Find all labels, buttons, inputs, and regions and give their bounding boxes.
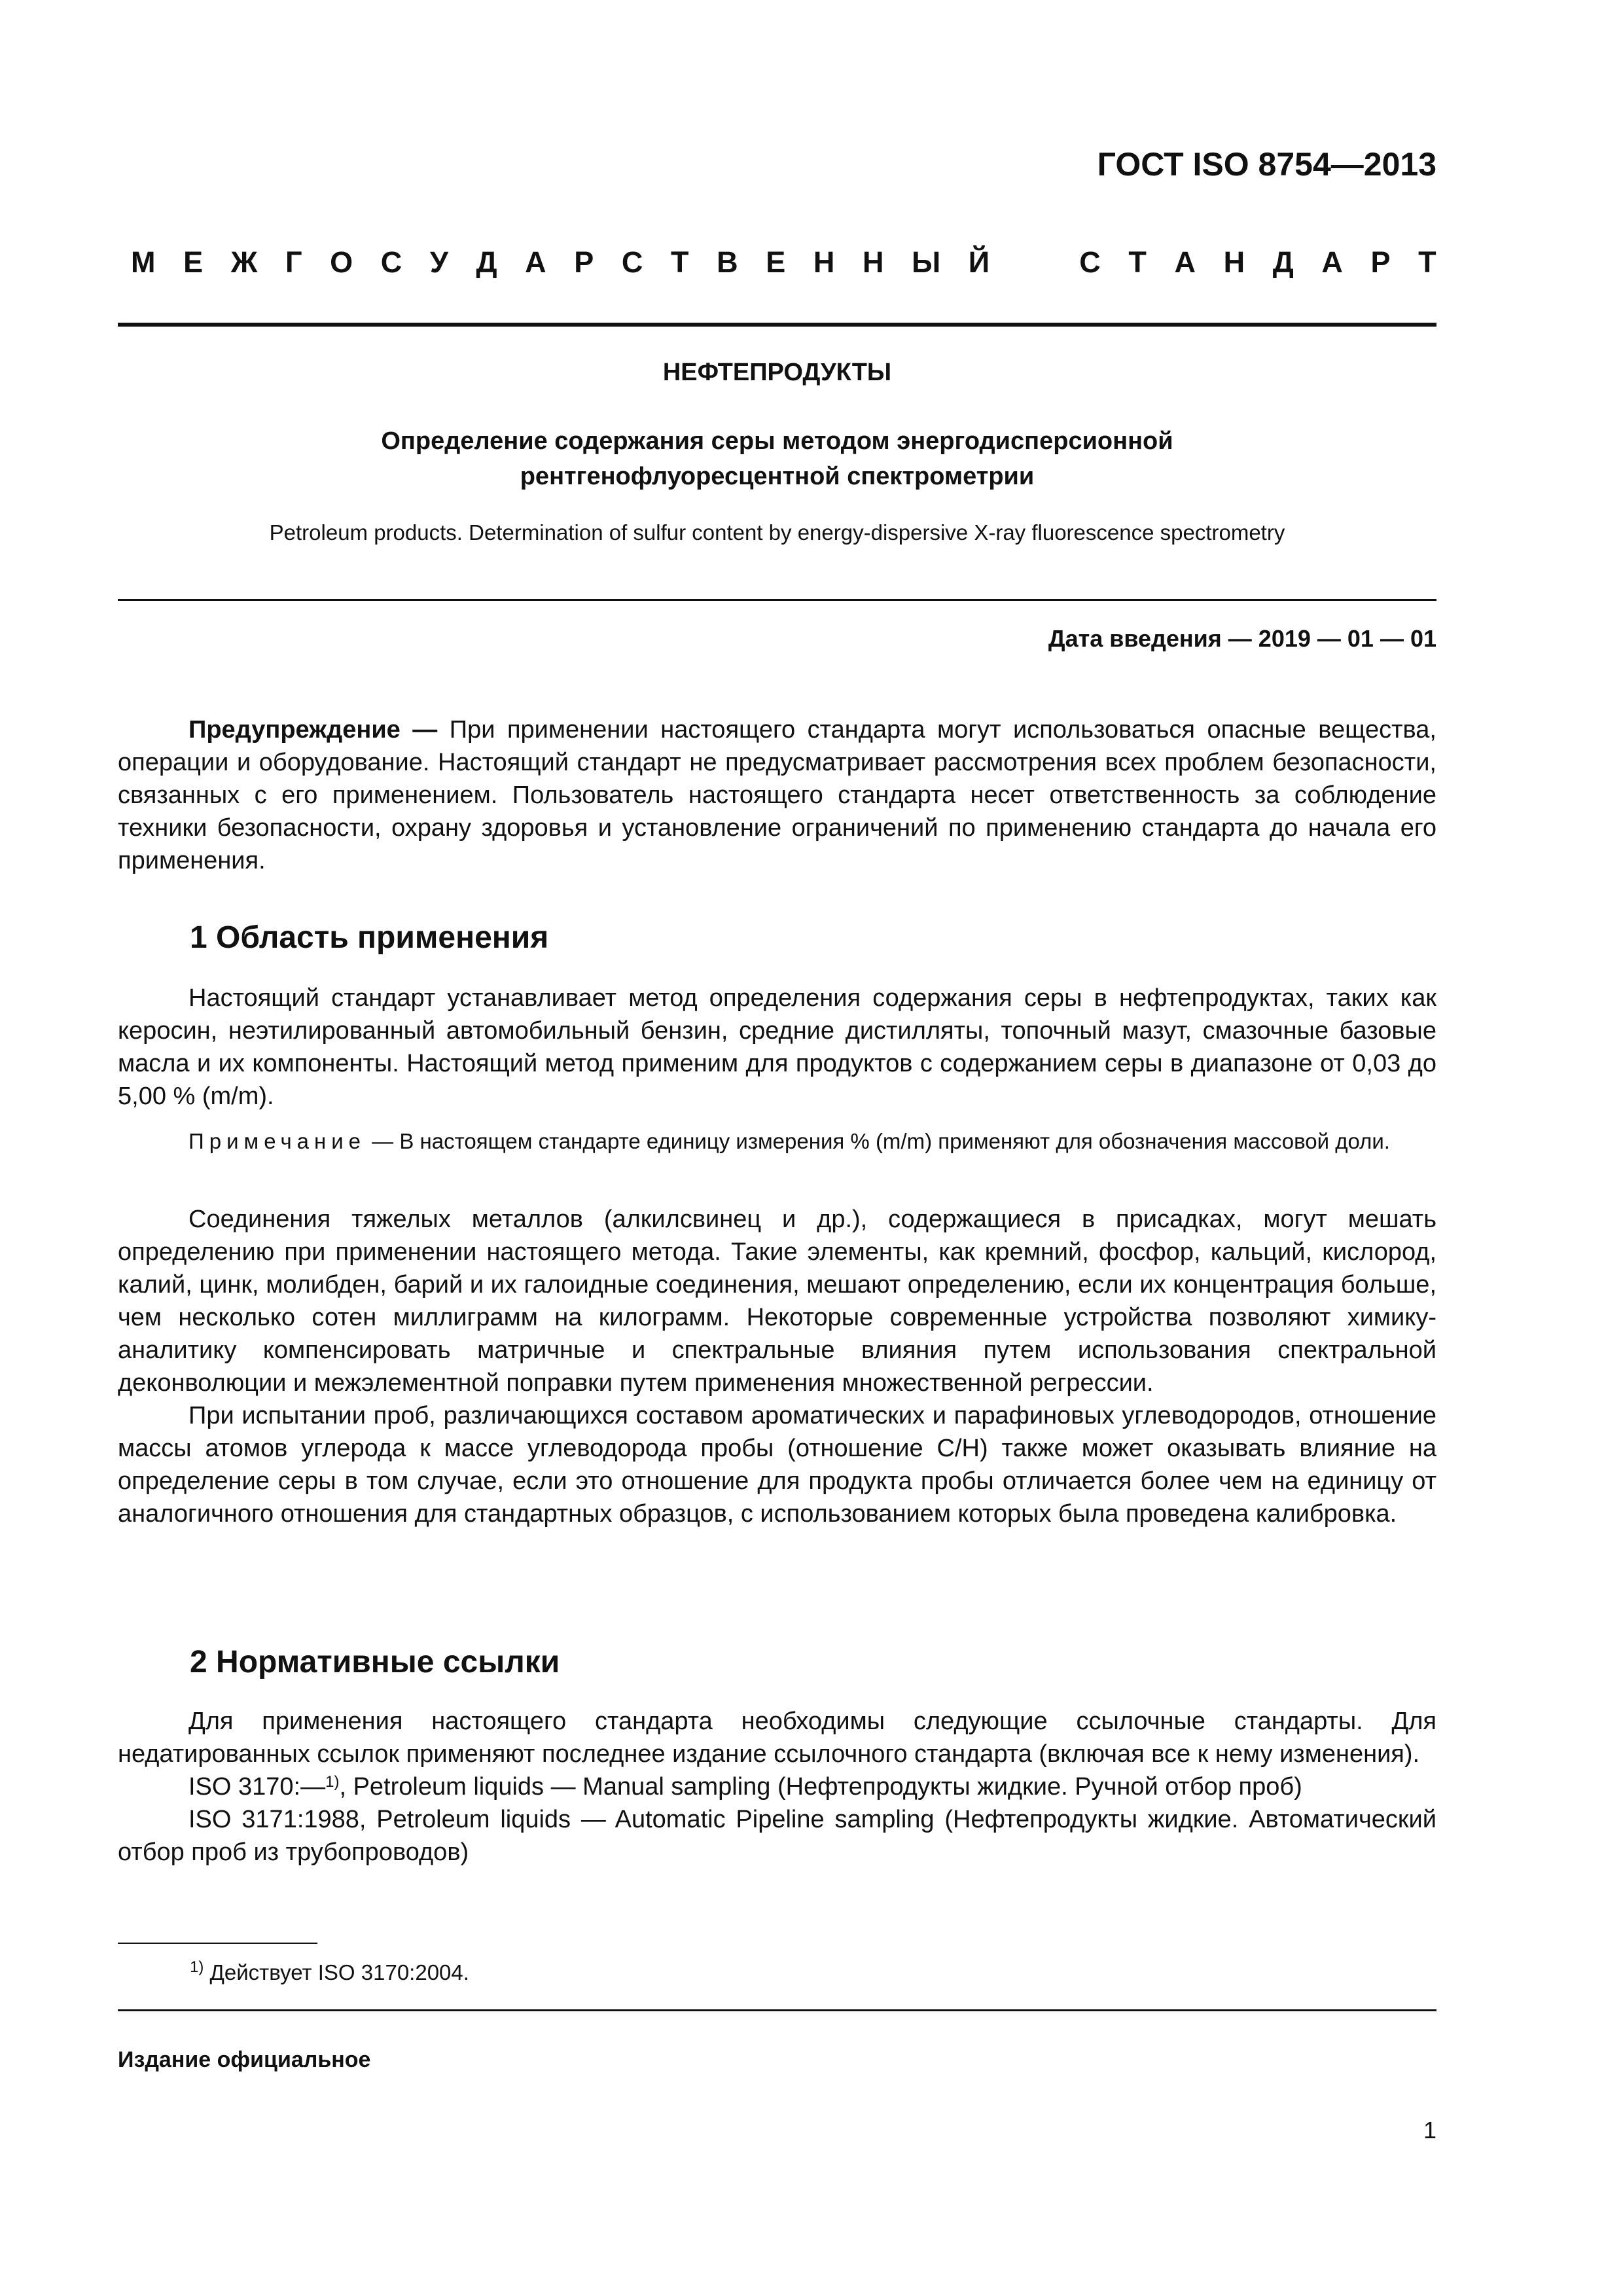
banner-letter: Т <box>1418 245 1436 279</box>
banner-letter: А <box>525 245 546 279</box>
document-code: ГОСТ ISO 8754—2013 <box>1097 146 1436 183</box>
footnote-ref: 1) <box>325 1773 340 1791</box>
banner-letter: Т <box>671 245 689 279</box>
banner-letter: Н <box>862 245 884 279</box>
banner-letter: С <box>380 245 402 279</box>
official-edition-label: Издание официальное <box>118 2047 371 2072</box>
banner-letter: Н <box>813 245 835 279</box>
section-1-note <box>118 1125 1436 1158</box>
banner-letter: А <box>1174 245 1196 279</box>
scope-text: Настоящий стандарт устанавливает метод определения содержания серы в нефтепродуктах, таких как керосин, неэтилированный автомобильный бензин, средние дистилляты, топочный мазут, смазочные базовые масла и их компоненты. Настоящий метод применим для продуктов с содержанием серы в диапазоне от 0,03 до 5,00 % (m/m). <box>118 984 1436 1110</box>
banner-letter: Г <box>285 245 302 279</box>
banner-letter: Д <box>476 245 497 279</box>
interstate-standard-banner <box>131 245 1436 279</box>
banner-letter: Е <box>766 245 786 279</box>
english-title: Petroleum products. Determination of sulfur content by energy-dispersive X-ray fluorescence spectrometry <box>269 520 1285 545</box>
note-label: Примечание <box>188 1129 366 1153</box>
footnote-marker: 1) <box>190 1958 204 1976</box>
document-subtitle <box>118 423 1436 494</box>
interference-paragraph: Соединения тяжелых металлов (алкилсвинец и др.), содержащиеся в присадках, могут мешать определению при применении настоящего метода. Такие элементы, как кремний, фосфор, кальций, кислород, калий, цинк, молибден, барий и их галоидные соединения, мешают определению, если их концентрация больше, чем несколько сотен миллиграмм на килограмм. Некоторые современные устройства позволяют химику-аналитику компенсировать матричные и спектральные влияния путем использования спектральной деконволюции и межэлементной поправки путем применения множественной регрессии. <box>118 1206 1436 1397</box>
warning-text: При применении настоящего стандарта могут использоваться опасные вещества, операции и оборудование. Настоящий стандарт не предусматривает рассмотрения всех проблем безопасности, связанных с его применением. Пользователь настоящего стандарта несет ответственность за соблюдение техники безопасности, охрану здоровья и установление ограничений по применению стандарта до начала его применения. <box>118 716 1436 874</box>
footnote-divider <box>118 1943 317 1944</box>
section-2-heading: 2 Нормативные ссылки <box>190 1645 560 1679</box>
title-divider <box>118 599 1436 601</box>
references-intro: Для применения настоящего стандарта необходимы следующие ссылочные стандарты. Для недатированных ссылок применяют последнее издание ссылочного стандарта (включая все к нему изменения). <box>118 1708 1436 1768</box>
reference-iso-3170: ISO 3170:—$^{1)}$, Petroleum liquids — Manual sampling (Нефтепродукты жидкие. Ручной отбор проб) <box>188 1773 1302 1801</box>
warning-paragraph <box>118 713 1436 877</box>
banner-letter: С <box>621 245 643 279</box>
banner-letter: Е <box>183 245 204 279</box>
document-title: НЕФТЕПРОДУКТЫ <box>662 359 892 386</box>
banner-letter: Р <box>1370 245 1391 279</box>
banner-letter: Т <box>1128 245 1147 279</box>
section-1-heading: 1 Область применения <box>190 920 549 955</box>
footnote <box>190 1960 469 1985</box>
banner-letter: Ы <box>912 245 941 279</box>
banner-letter: У <box>429 245 448 279</box>
banner-word-gap <box>1018 245 1052 279</box>
subtitle-line-1: Определение содержания серы методом энергодисперсионной <box>381 427 1173 455</box>
footnote-text: Действует ISO 3170:2004. <box>204 1960 469 1984</box>
banner-letter: Н <box>1223 245 1245 279</box>
banner-letter: А <box>1321 245 1343 279</box>
banner-letter: М <box>131 245 156 279</box>
section-1-paragraph-1 <box>118 982 1436 1113</box>
reference-iso-3171: ISO 3171:1988, Petroleum liquids — Automatic Pipeline sampling (Нефтепродукты жидкие. Автоматический отбор проб из трубопроводов) <box>118 1806 1436 1866</box>
banner-letter: В <box>717 245 738 279</box>
footer-divider <box>118 2009 1436 2011</box>
banner-letter: С <box>1079 245 1101 279</box>
subtitle-line-2: рентгенофлуоресцентной спектрометрии <box>520 463 1035 490</box>
banner-letter: Д <box>1272 245 1294 279</box>
banner-letter: Й <box>968 245 990 279</box>
page-number: 1 <box>1423 2117 1436 2144</box>
section-1-paragraphs <box>118 1203 1436 1530</box>
section-2-body <box>118 1705 1436 1869</box>
banner-letter: О <box>330 245 353 279</box>
banner-letter: Р <box>574 245 594 279</box>
warning-label: Предупреждение — <box>188 716 438 744</box>
introduction-date: Дата введения — 2019 — 01 — 01 <box>1048 625 1436 652</box>
banner-letter: Ж <box>230 245 258 279</box>
ch-ratio-paragraph: При испытании проб, различающихся составом ароматических и парафиновых углеводородов, отношение массы атомов углерода к массе углеводорода пробы (отношение C/H) также может оказывать влияние на определение серы в том случае, если это отношение для продукта пробы отличается более чем на единицу от аналогичного отношения для стандартных образцов, с использованием которых была проведена калибровка. <box>118 1402 1436 1528</box>
header-divider <box>118 323 1436 327</box>
note-text: — В настоящем стандарте единицу измерения % (m/m) применяют для обозначения массовой доли. <box>366 1129 1390 1153</box>
